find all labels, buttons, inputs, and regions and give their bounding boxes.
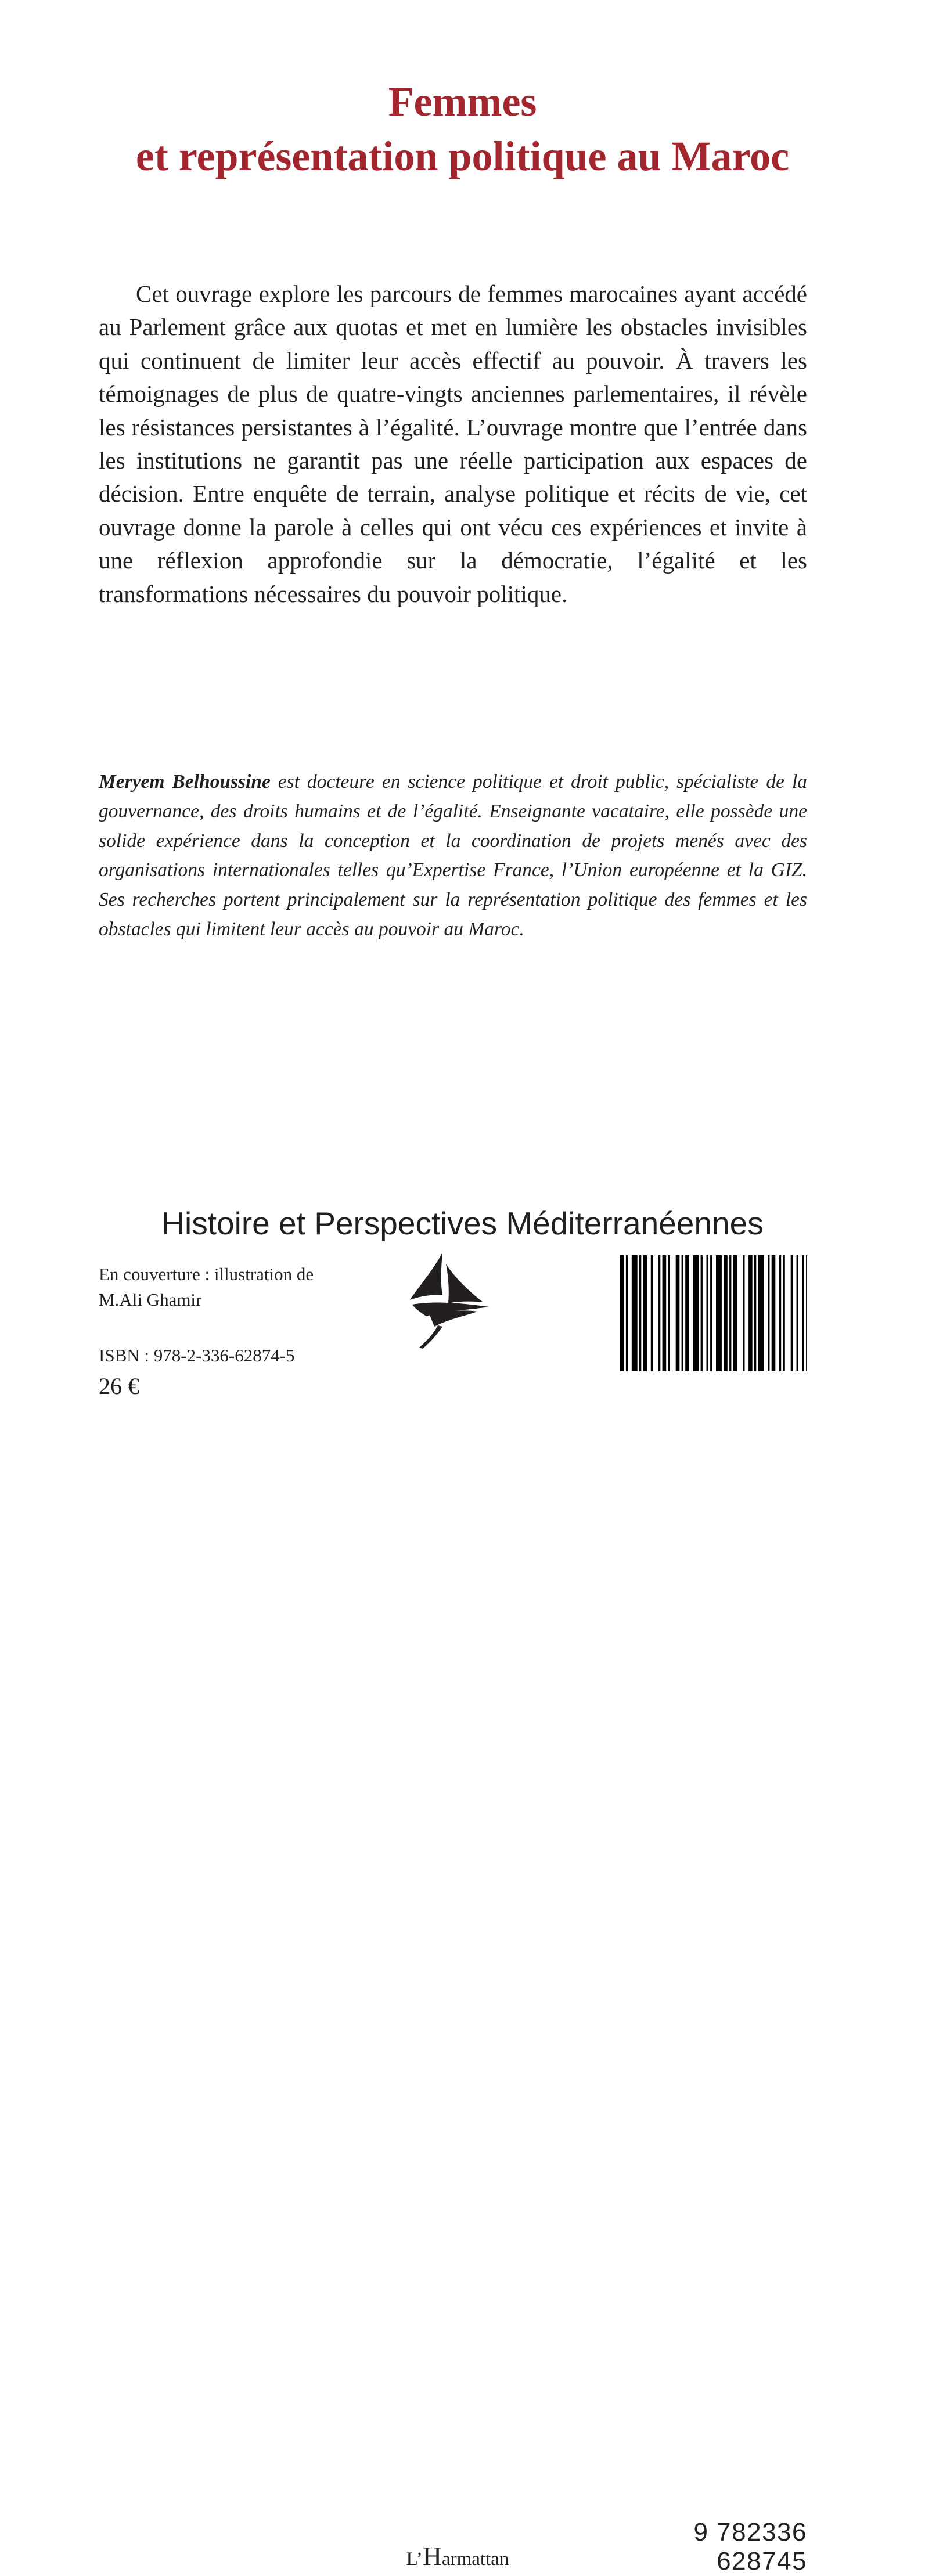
title-line-2: et représentation politique au Maroc [135, 133, 790, 179]
cover-credit-line-1: En couverture : illustration de [99, 1264, 314, 1284]
barcode-bar [733, 1255, 737, 1371]
author-bio [99, 768, 807, 945]
author-name: Meryem Belhoussine [99, 771, 271, 792]
barcode-bar [754, 1255, 756, 1371]
barcode-bar [758, 1255, 764, 1371]
barcode-bar [806, 1255, 807, 1371]
barcode-bar [620, 1255, 624, 1371]
publisher-name: L’Harmattan [406, 2541, 509, 2571]
author-bio-text: est docteure en science politique et droit public, spécialiste de la gouvernance, des droits humains et de l’égalité. Enseignante vacataire, elle possède une solide expérience dans la conception et la coordination de projets menés avec des organisations internationales telles qu’Expertise France, l’Union européenne et la GIZ. Ses recherches portent principalement sur la représentation politique des femmes et les obstacles qui limitent leur accès au pouvoir au Maroc. [99, 771, 807, 940]
barcode-bar [772, 1255, 776, 1371]
barcode-bar [710, 1255, 712, 1371]
barcode-bar [724, 1255, 728, 1371]
barcode-bar [802, 1255, 804, 1371]
barcode-bar [626, 1255, 628, 1371]
barcode-bar [676, 1255, 680, 1371]
barcode-digits: 9 782336 628745 [693, 2518, 807, 2575]
title-line-1: Femmes [388, 78, 537, 125]
barcode-bar [658, 1255, 660, 1371]
barcode-bar [716, 1255, 722, 1371]
barcode-bar [668, 1255, 670, 1371]
barcode-bar [797, 1255, 798, 1371]
barcode-bar [632, 1255, 638, 1371]
barcode [620, 1255, 807, 2575]
barcode-bar [748, 1255, 753, 1371]
barcode-icon [620, 1255, 807, 1371]
barcode-bar [791, 1255, 793, 1371]
isbn: ISBN : 978-2-336-62874-5 [99, 1345, 295, 1366]
barcode-bar [729, 1255, 731, 1371]
barcode-bar [783, 1255, 785, 1371]
barcode-bar [779, 1255, 781, 1371]
sailboat-icon [402, 1251, 512, 1350]
book-title [0, 74, 925, 183]
barcode-bar [651, 1255, 653, 1371]
price: 26 € [99, 1373, 139, 1399]
barcode-bar [663, 1255, 667, 1371]
barcode-bar [685, 1255, 689, 1371]
barcode-bar [701, 1255, 703, 1371]
barcode-bar [693, 1255, 699, 1371]
cover-credit [99, 1262, 314, 1313]
cover-credit-line-2: M.Ali Ghamir [99, 1289, 202, 1310]
barcode-bar [643, 1255, 647, 1371]
barcode-bar [768, 1255, 769, 1371]
barcode-bar [682, 1255, 683, 1371]
barcode-bar [707, 1255, 708, 1371]
barcode-bar [639, 1255, 641, 1371]
publisher-logo [388, 1251, 527, 2571]
barcode-bar [743, 1255, 744, 1371]
series-name: Histoire et Perspectives Méditerranéennes [161, 1205, 764, 1241]
book-summary: Cet ouvrage explore les parcours de femmes marocaines ayant accédé au Parlement grâce aux quotas et met en lumière les obstacles invisibles qui continuent de limiter leur accès effectif au pouvoir. À travers les témoignages de plus de quatre-vingts anciennes parlementaires, il révèle les résistances persistantes à l’égalité. L’ouvrage montre que l’entrée dans les institutions ne garantit pas une réelle participation aux espaces de décision. Entre enquête de terrain, analyse politique et récits de vie, cet ouvrage donne la parole à celles qui ont vécu ces expériences et invite à une réflexion approfondie sur la démocratie, l’égalité et les transformations nécessaires du pouvoir politique. [99, 280, 807, 607]
